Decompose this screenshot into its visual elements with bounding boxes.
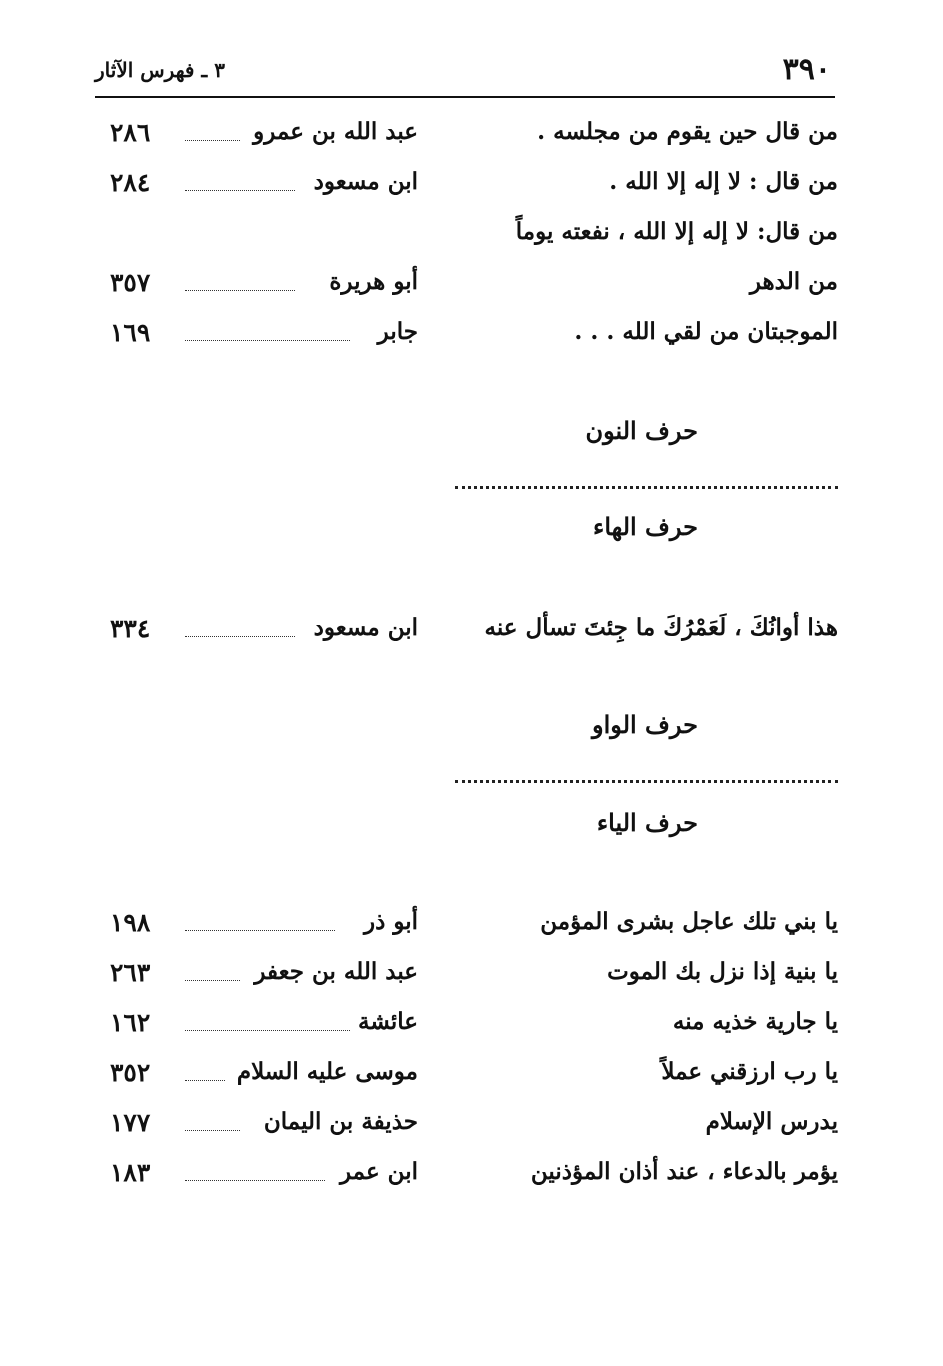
running-title: ٣ ـ فهرس الآثار: [95, 58, 226, 82]
entry-page: ١٦٢: [110, 1008, 151, 1037]
index-entry: [110, 1058, 838, 1104]
entry-page: ١٦٩: [110, 318, 151, 347]
index-entry: [110, 118, 838, 164]
entry-text: من قال : لا إله إلا الله .: [609, 168, 838, 195]
entry-text: يدرس الإسلام: [705, 1108, 838, 1135]
entry-text: هذا أوانُكَ ، لَعَمْرُكَ ما جِئتَ تسأل عنه: [484, 614, 838, 641]
page-header: [95, 48, 831, 98]
entry-narrator: حذيفة بن اليمان: [263, 1108, 418, 1135]
entry-text: من قال حين يقوم من مجلسه .: [537, 118, 838, 145]
header-rule: [95, 96, 835, 98]
entry-page: ١٧٧: [110, 1108, 151, 1137]
entry-text: يا بني تلك عاجل بشرى المؤمن: [540, 908, 838, 935]
entry-page: ١٨٣: [110, 1158, 151, 1187]
entry-page: ٣٥٧: [110, 268, 151, 297]
index-entry: [110, 168, 838, 214]
entry-narrator: أبو هريرة: [329, 268, 418, 295]
entry-text: من الدهر: [749, 268, 838, 295]
index-entry: [110, 1008, 838, 1054]
entry-text: الموجبتان من لقي الله . . .: [574, 318, 838, 345]
leader-dots: [185, 1130, 240, 1131]
leader-dots: [185, 980, 240, 981]
section-heading-ya: حرف الياء: [596, 808, 698, 837]
leader-dots: [185, 1180, 325, 1181]
leader-dots: [185, 636, 295, 637]
index-entry: [110, 614, 838, 660]
entry-narrator: جابر: [377, 318, 418, 345]
leader-dots: [185, 190, 295, 191]
entry-page: ٢٨٤: [110, 168, 151, 197]
entry-narrator: عبد الله بن جعفر: [254, 958, 418, 985]
entry-text: يؤمر بالدعاء ، عند أذان المؤذنين: [530, 1158, 838, 1185]
index-entry: [110, 318, 838, 364]
index-entry: [110, 218, 838, 264]
section-heading-nun: حرف النون: [585, 416, 698, 445]
entry-narrator: أبو ذر: [363, 908, 418, 935]
entry-text: من قال: لا إله إلا الله ، نفعته يوماً: [515, 218, 838, 245]
page-number: ٣٩٠: [782, 52, 831, 87]
index-entry: [110, 958, 838, 1004]
entry-narrator: عبد الله بن عمرو: [253, 118, 418, 145]
entry-page: ٣٣٤: [110, 614, 151, 643]
leader-dots: [185, 140, 240, 141]
section-separator: [455, 486, 838, 489]
index-entry: [110, 1108, 838, 1154]
leader-dots: [185, 930, 335, 931]
section-separator: [455, 780, 838, 783]
index-entry: [110, 268, 838, 314]
entry-narrator: ابن مسعود: [313, 614, 418, 641]
section-heading-ha: حرف الهاء: [593, 512, 698, 541]
entry-narrator: عائشة: [358, 1008, 418, 1035]
entry-text: يا بنية إذا نزل بك الموت: [607, 958, 838, 985]
leader-dots: [185, 1030, 350, 1031]
section-heading-waw: حرف الواو: [592, 710, 698, 739]
entry-narrator: موسى عليه السلام: [236, 1058, 418, 1085]
leader-dots: [185, 340, 350, 341]
index-entry: [110, 1158, 838, 1204]
index-entry: [110, 908, 838, 954]
leader-dots: [185, 1080, 225, 1081]
entry-page: ١٩٨: [110, 908, 151, 937]
entry-text: يا رب ارزقني عملاً: [661, 1058, 838, 1085]
entry-narrator: ابن مسعود: [313, 168, 418, 195]
leader-dots: [185, 290, 295, 291]
entry-narrator: ابن عمر: [339, 1158, 418, 1185]
entry-page: ٢٦٣: [110, 958, 151, 987]
entry-page: ٢٨٦: [110, 118, 151, 147]
entry-page: ٣٥٢: [110, 1058, 151, 1087]
entry-text: يا جارية خذيه منه: [672, 1008, 838, 1035]
